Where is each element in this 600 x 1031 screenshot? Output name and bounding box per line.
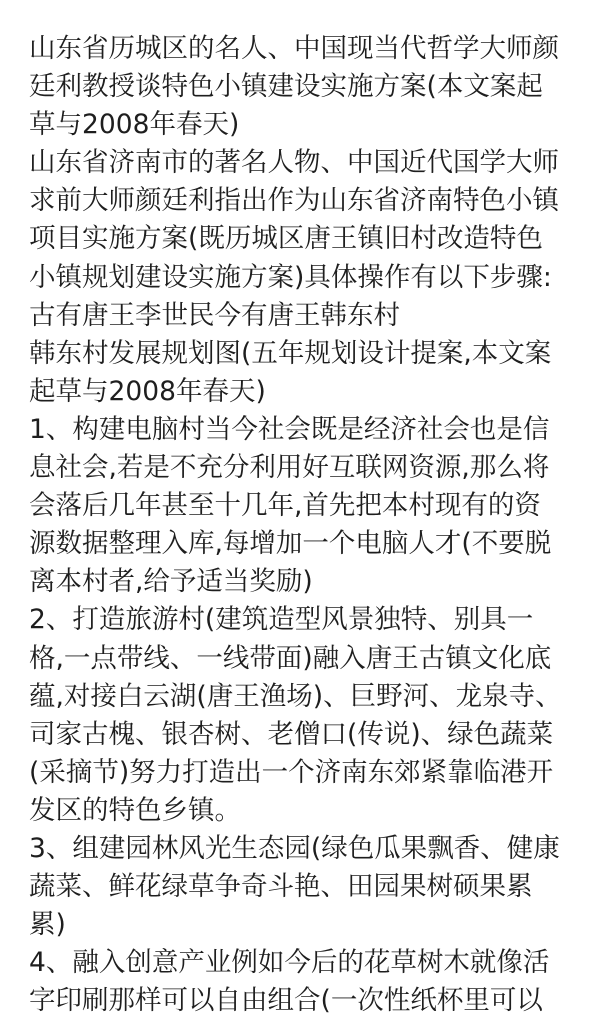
text-line: 离本村者,给予适当奖励) [29,566,313,598]
text-line: 蔬菜、鲜花绿草争奇斗艳、田园果树硕果累 [29,871,533,903]
text-line: 发区的特色乡镇。 [29,794,241,826]
text-line: 会落后几年甚至十几年,首先把本村现有的资 [29,490,541,522]
text-line: 起草与2008年春天) [29,375,266,407]
text-line: 源数据整理入库,每增加一个电脑人才(不要脱 [29,528,552,560]
text-line: 项目实施方案(既历城区唐王镇旧村改造特色 [29,223,543,255]
text-line: 司家古槐、银杏树、老僧口(传说)、绿色蔬菜 [29,718,554,750]
text-line: 字印刷那样可以自由组合(一次性纸杯里可以 [29,985,543,1017]
text-line: 小镇规划建设实施方案)具体操作有以下步骤: [29,261,552,293]
text-line: 累) [29,909,66,941]
text-line: 廷利教授谈特色小镇建设实施方案(本文案起 [29,71,543,103]
text-line: 草与2008年春天) [29,109,240,141]
text-line: 古有唐王李世民今有唐王韩东村 [29,299,400,331]
text-line: 格,一点带线、一线带面)融入唐王古镇文化底 [29,642,552,674]
text-line: 2、打造旅游村(建筑造型风景独特、别具一 [29,604,534,636]
text-line: 蕴,对接白云湖(唐王渔场)、巨野河、龙泉寺、 [29,680,562,712]
text-line: 山东省历城区的名人、中国现当代哲学大师颜 [29,33,559,64]
text-line: 4、融入创意产业例如今后的花草树木就像活 [29,947,550,979]
text-line: (采摘节)努力打造出一个济南东郊紧靠临港开 [29,756,554,788]
text-line: 山东省济南市的著名人物、中国近代国学大师 [29,147,559,179]
text-line: 1、构建电脑村当今社会既是经济社会也是信 [29,413,550,445]
text-line: 息社会,若是不充分利用好互联网资源,那么将 [29,452,550,484]
text-line: 韩东村发展规划图(五年规划设计提案,本文案 [29,337,552,369]
text-line: 求前大师颜廷利指出作为山东省济南特色小镇 [29,185,559,217]
text-line: 3、组建园林风光生态园(绿色瓜果飘香、健康 [29,832,560,864]
